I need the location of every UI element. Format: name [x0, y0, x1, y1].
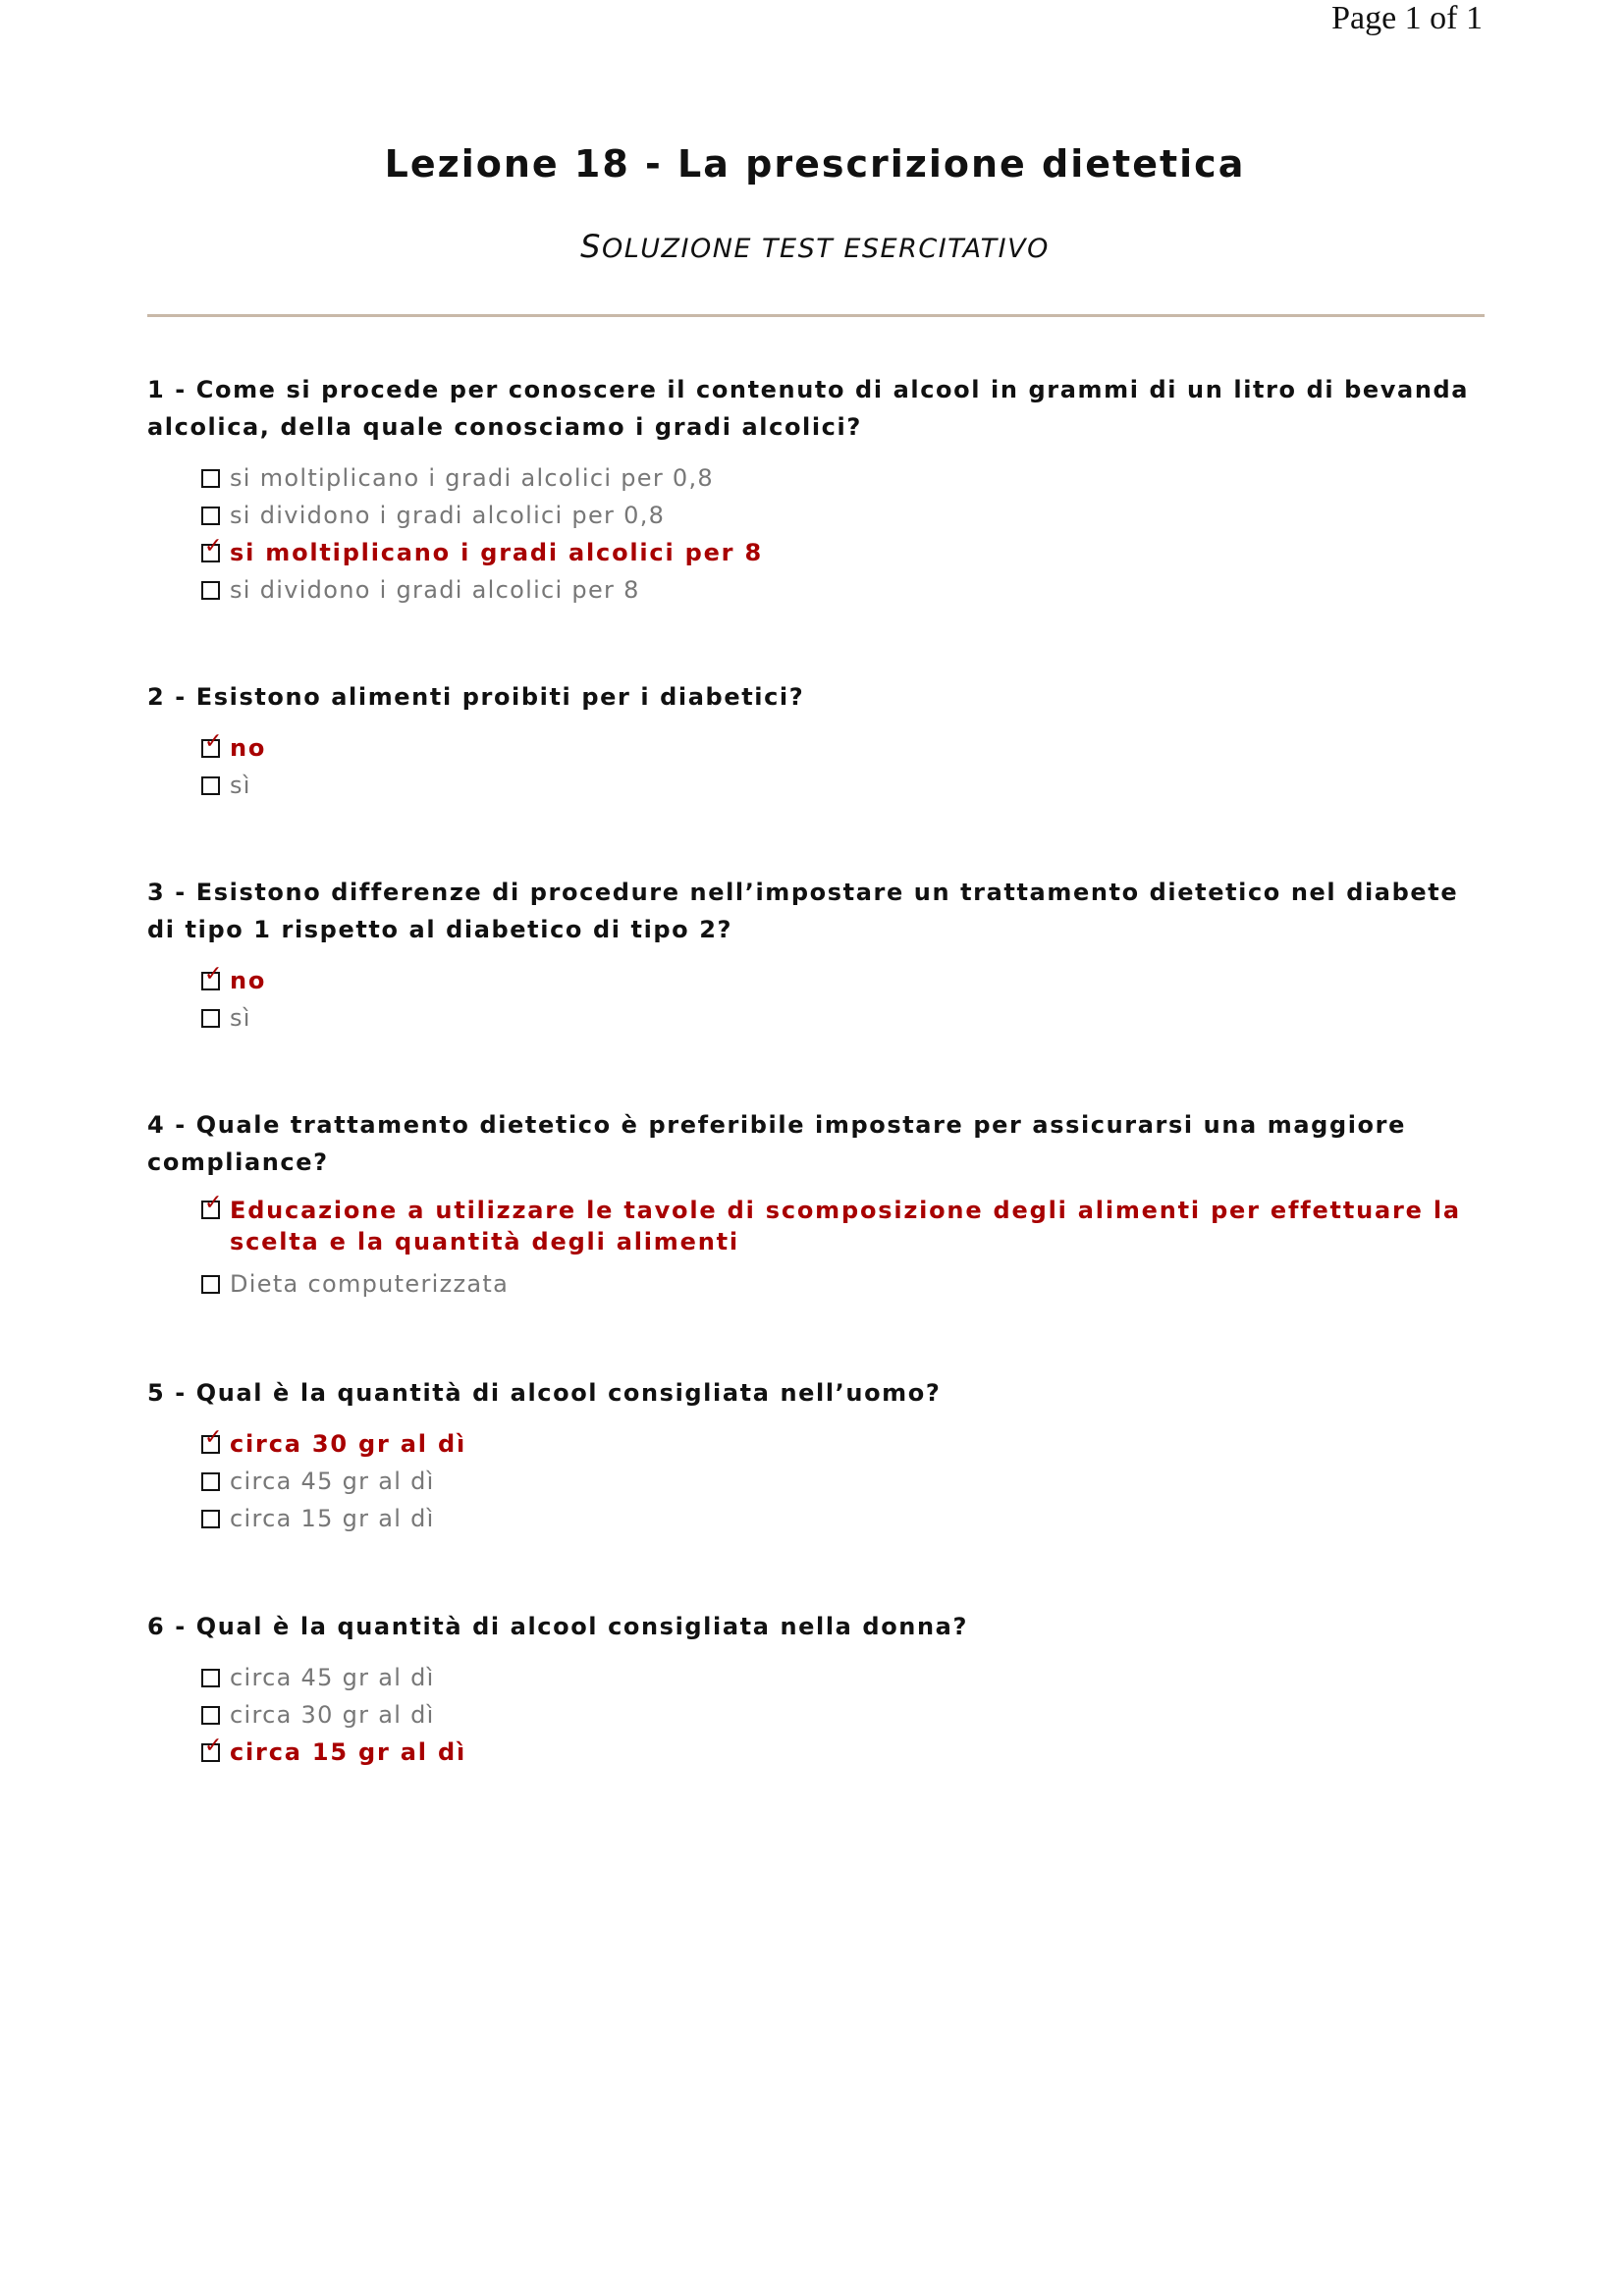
checkmark-icon: ✓ [204, 1425, 224, 1450]
answer-label: circa 15 gr al dì [230, 1738, 466, 1766]
answer-label: circa 45 gr al dì [230, 1664, 435, 1691]
checkbox-icon[interactable] [201, 507, 220, 525]
question-1 [147, 371, 1485, 609]
answer-option-correct[interactable] [201, 729, 1485, 767]
title-divider [147, 314, 1485, 317]
answer-option[interactable] [201, 1659, 1485, 1696]
checkbox-icon[interactable] [201, 1669, 220, 1687]
answer-label: si dividono i gradi alcolici per 8 [230, 576, 640, 604]
checkmark-icon: ✓ [204, 534, 224, 559]
question-6 [147, 1608, 1485, 1771]
checkmark-icon: ✓ [204, 729, 224, 754]
answer-label: sì [230, 1004, 251, 1032]
answer-options [201, 1191, 1485, 1303]
answer-option[interactable] [201, 1463, 1485, 1500]
question-2 [147, 678, 1485, 804]
checkbox-icon[interactable] [201, 1275, 220, 1294]
answer-label: circa 30 gr al dì [230, 1430, 466, 1458]
subtitle-rest: OLUZIONE TEST ESERCITATIVO [601, 234, 1050, 264]
answer-options [201, 729, 1485, 804]
answer-option[interactable] [201, 767, 1485, 804]
checked-checkbox-icon[interactable] [201, 1734, 224, 1762]
answer-label: circa 30 gr al dì [230, 1701, 435, 1729]
checkbox-icon[interactable] [201, 581, 220, 600]
question-text: 6 - Qual è la quantità di alcool consigliata nella donna? [147, 1613, 968, 1640]
checked-checkbox-icon[interactable] [201, 534, 224, 562]
question-3 [147, 874, 1485, 1037]
question-text: 3 - Esistono differenze di procedure nell’impostare un trattamento dietetico nel diabete di tipo 1 rispetto al diabetico di tipo 2? [147, 879, 1459, 943]
checkbox-icon[interactable] [201, 1472, 220, 1491]
question-text: 5 - Qual è la quantità di alcool consigliata nell’uomo? [147, 1379, 942, 1407]
answer-label: si moltiplicano i gradi alcolici per 8 [230, 539, 763, 566]
checkmark-icon: ✓ [204, 1191, 224, 1215]
answer-option-correct[interactable] [201, 1191, 1485, 1257]
checkbox-icon[interactable] [201, 1706, 220, 1725]
answer-label: circa 15 gr al dì [230, 1505, 435, 1532]
answer-label: si moltiplicano i gradi alcolici per 0,8 [230, 464, 714, 492]
checkmark-icon: ✓ [204, 1734, 224, 1758]
answer-option-correct[interactable] [201, 1425, 1485, 1463]
page-title: Lezione 18 - La prescrizione dietetica [384, 142, 1246, 186]
question-text: 2 - Esistono alimenti proibiti per i diabetici? [147, 683, 805, 711]
question-4 [147, 1106, 1485, 1303]
checked-checkbox-icon[interactable] [201, 1191, 224, 1219]
answer-option-correct[interactable] [201, 1734, 1485, 1771]
answer-option[interactable] [201, 571, 1485, 609]
answer-label: circa 45 gr al dì [230, 1468, 435, 1495]
answer-label: si dividono i gradi alcolici per 0,8 [230, 502, 666, 529]
answer-option[interactable] [201, 459, 1485, 497]
answer-option[interactable] [201, 1265, 1485, 1303]
checkmark-icon: ✓ [204, 962, 224, 987]
question-text: 4 - Quale trattamento dietetico è preferibile impostare per assicurarsi una maggiore compliance? [147, 1111, 1406, 1176]
answer-options [201, 459, 1485, 609]
answer-label: Dieta computerizzata [230, 1270, 510, 1298]
page-number: Page 1 of 1 [1331, 0, 1483, 36]
answer-option[interactable] [201, 1500, 1485, 1537]
checked-checkbox-icon[interactable] [201, 962, 224, 990]
question-text: 1 - Come si procede per conoscere il contenuto di alcool in grammi di un litro di bevanda alcolica, della quale conosciamo i gradi alcolici? [147, 376, 1470, 441]
answer-options [201, 1659, 1485, 1771]
answer-option[interactable] [201, 1696, 1485, 1734]
answer-option[interactable] [201, 497, 1485, 534]
checked-checkbox-icon[interactable] [201, 1425, 224, 1454]
answer-label: no [230, 734, 267, 762]
checkbox-icon[interactable] [201, 1009, 220, 1028]
question-5 [147, 1374, 1485, 1537]
subtitle-initial: S [580, 228, 602, 265]
checked-checkbox-icon[interactable] [201, 729, 224, 758]
answer-option-correct[interactable] [201, 534, 1485, 571]
page-subtitle [0, 228, 1623, 265]
answer-label: no [230, 967, 267, 994]
answer-options [201, 1425, 1485, 1537]
checkbox-icon[interactable] [201, 469, 220, 488]
answer-option[interactable] [201, 999, 1485, 1037]
checkbox-icon[interactable] [201, 776, 220, 795]
answer-option-correct[interactable] [201, 962, 1485, 999]
checkbox-icon[interactable] [201, 1510, 220, 1528]
answer-label: Educazione a utilizzare le tavole di scomposizione degli alimenti per effettuare la scelta e la quantità degli alimenti [230, 1197, 1461, 1255]
answer-label: sì [230, 772, 251, 799]
answer-options [201, 962, 1485, 1037]
